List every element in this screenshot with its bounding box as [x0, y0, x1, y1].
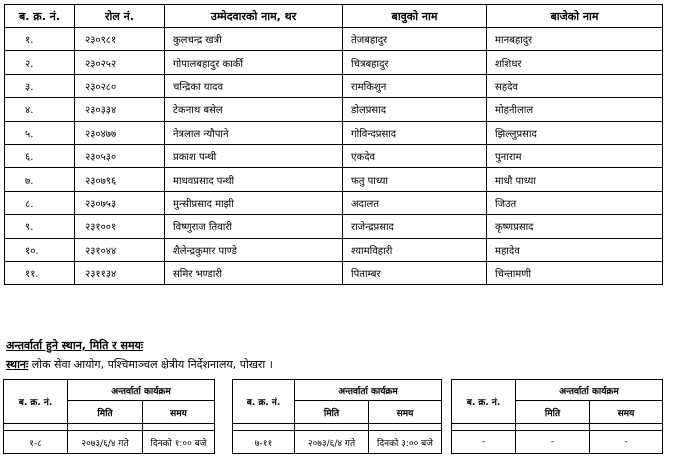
row-name-cell: गोपालबहादुर कार्की — [165, 51, 343, 74]
row-grandfather-cell: मानबहादुर — [487, 28, 663, 51]
row-name-cell: टेकनाथ बसेल — [165, 98, 343, 121]
row-name-cell: प्रकाश पन्थी — [165, 144, 343, 167]
schedule-spacer — [590, 424, 663, 431]
col-header-father: बावुको नाम — [343, 5, 487, 28]
schedule-spacer — [369, 424, 442, 431]
row-sn-cell: ३. — [5, 74, 75, 97]
row-father-cell: चित्रबहादुर — [343, 51, 487, 74]
row-sn-cell: ६. — [5, 144, 75, 167]
row-roll-cell: २३०७५३ — [75, 191, 165, 214]
row-name-cell: समिर भण्डारी — [165, 261, 343, 284]
schedule-date-header: मिति — [516, 401, 590, 424]
table-row — [5, 238, 663, 261]
schedule-range: - — [452, 431, 516, 454]
table-row — [5, 28, 663, 51]
row-father-cell: फतु पाध्या — [343, 168, 487, 191]
row-name-cell: विष्णुराज तिवारी — [165, 215, 343, 238]
schedule-sn-header: ब. क्र. नं. — [233, 380, 295, 424]
row-father-cell: श्यामविहारी — [343, 238, 487, 261]
interview-heading: अन्तर्वार्ता हुने स्थान, मिति र समयः — [6, 339, 144, 352]
row-name-cell: चन्द्रिका यादव — [165, 74, 343, 97]
row-roll-cell: २३०२५२ — [75, 51, 165, 74]
row-name-cell: नेत्रलाल न्यौपाने — [165, 121, 343, 144]
col-header-roll: रोल नं. — [75, 5, 165, 28]
table-row — [5, 261, 663, 284]
schedule-spacer — [143, 424, 215, 431]
table-row — [5, 191, 663, 214]
row-sn-cell: १. — [5, 28, 75, 51]
row-roll-cell: २३१००१ — [75, 215, 165, 238]
row-sn-cell: ७. — [5, 168, 75, 191]
schedule-time: दिनको १:०० बजे — [143, 431, 215, 454]
row-name-cell: माधवप्रसाद पन्थी — [165, 168, 343, 191]
interview-schedule-table-3 — [451, 379, 663, 454]
table-row — [5, 98, 663, 121]
schedule-date-header: मिति — [68, 401, 143, 424]
row-grandfather-cell: माधौ पाध्या — [487, 168, 663, 191]
row-roll-cell: २३०७९६ — [75, 168, 165, 191]
schedule-range: १-८ — [4, 431, 68, 454]
interview-schedule-table-1 — [3, 379, 215, 454]
row-name-cell: मुन्सीप्रसाद माझी — [165, 191, 343, 214]
row-roll-cell: २३०९८१ — [75, 28, 165, 51]
row-sn-cell: ८. — [5, 191, 75, 214]
schedule-range: ७-११ — [233, 431, 295, 454]
schedule-date: २०७३/६/४ गते — [68, 431, 143, 454]
schedule-date: २०७३/६/४ गते — [295, 431, 369, 454]
venue-line — [6, 357, 273, 372]
row-father-cell: एकदेव — [343, 144, 487, 167]
table-row — [5, 74, 663, 97]
row-roll-cell: २३०३३४ — [75, 98, 165, 121]
row-roll-cell: २३११३४ — [75, 261, 165, 284]
venue-label: स्थानः — [6, 358, 29, 371]
schedule-spacer — [4, 424, 68, 431]
row-father-cell: डोलप्रसाद — [343, 98, 487, 121]
row-sn-cell: ११. — [5, 261, 75, 284]
schedule-program-header: अन्तर्वार्ता कार्यक्रम — [516, 380, 663, 401]
table-row — [5, 121, 663, 144]
schedule-time-header: समय — [143, 401, 215, 424]
row-father-cell: पिताम्बर — [343, 261, 487, 284]
row-father-cell: रामकिशुन — [343, 74, 487, 97]
row-grandfather-cell: शशिधर — [487, 51, 663, 74]
schedule-spacer — [233, 424, 295, 431]
row-roll-cell: २३१०४४ — [75, 238, 165, 261]
table-row — [5, 168, 663, 191]
schedule-sn-header: ब. क्र. नं. — [452, 380, 516, 424]
table-row — [5, 144, 663, 167]
venue-text: लोक सेवा आयोग, पश्चिमाञ्चल क्षेत्रीय निर्देशनालय, पोखरा । — [28, 358, 273, 371]
row-sn-cell: ४. — [5, 98, 75, 121]
row-roll-cell: २३०४७७ — [75, 121, 165, 144]
row-sn-cell: ९. — [5, 215, 75, 238]
row-grandfather-cell: कृष्णप्रसाद — [487, 215, 663, 238]
schedule-spacer — [452, 424, 516, 431]
schedule-program-header: अन्तर्वार्ता कार्यक्रम — [295, 380, 442, 401]
col-header-name: उम्मेदवारको नाम, थर — [165, 5, 343, 28]
row-grandfather-cell: सहदेव — [487, 74, 663, 97]
schedule-program-header: अन्तर्वार्ता कार्यक्रम — [68, 380, 215, 401]
schedule-time-header: समय — [590, 401, 663, 424]
row-roll-cell: २३०२८० — [75, 74, 165, 97]
row-grandfather-cell: झिल्लुप्रसाद — [487, 121, 663, 144]
schedule-time: - — [590, 431, 663, 454]
col-header-sn: ब. क्र. नं. — [5, 5, 75, 28]
row-sn-cell: १०. — [5, 238, 75, 261]
row-roll-cell: २३०५३० — [75, 144, 165, 167]
row-father-cell: तेजबहादुर — [343, 28, 487, 51]
row-grandfather-cell: मोहनीलाल — [487, 98, 663, 121]
row-grandfather-cell: जिउत — [487, 191, 663, 214]
schedule-spacer — [516, 424, 590, 431]
table-row — [5, 51, 663, 74]
schedule-time-header: समय — [369, 401, 442, 424]
row-grandfather-cell: चिन्तामणी — [487, 261, 663, 284]
row-grandfather-cell: पुनाराम — [487, 144, 663, 167]
row-father-cell: अदालत — [343, 191, 487, 214]
row-name-cell: शैलेन्द्रकुमार पाण्डे — [165, 238, 343, 261]
row-father-cell: राजेन्द्रप्रसाद — [343, 215, 487, 238]
row-name-cell: कुलचन्द्र खत्री — [165, 28, 343, 51]
schedule-date-header: मिति — [295, 401, 369, 424]
schedule-date: - — [516, 431, 590, 454]
row-sn-cell: ५. — [5, 121, 75, 144]
table-row — [5, 215, 663, 238]
schedule-spacer — [68, 424, 143, 431]
col-header-grandfather: बाजेको नाम — [487, 5, 663, 28]
table-header-row — [5, 5, 663, 28]
interview-schedule-table-2 — [232, 379, 442, 454]
candidate-table — [4, 4, 663, 285]
schedule-time: दिनको ३:०० बजे — [369, 431, 442, 454]
schedule-sn-header: ब. क्र. नं. — [4, 380, 68, 424]
row-grandfather-cell: महादेव — [487, 238, 663, 261]
row-sn-cell: २. — [5, 51, 75, 74]
schedule-spacer — [295, 424, 369, 431]
row-father-cell: गोविन्दप्रसाद — [343, 121, 487, 144]
